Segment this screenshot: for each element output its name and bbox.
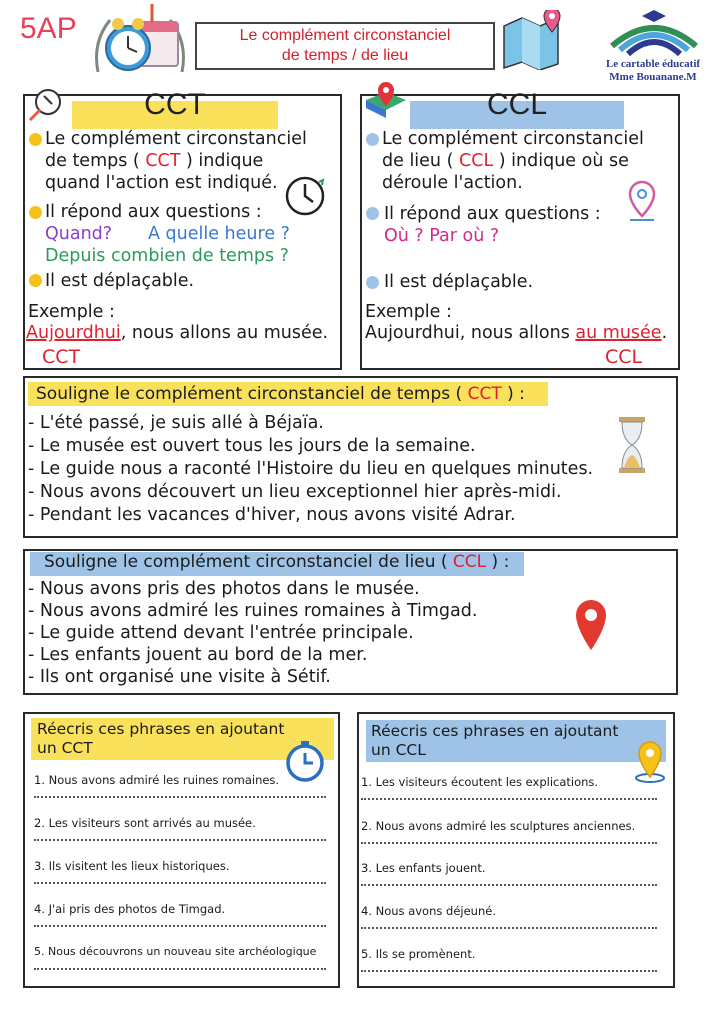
rewrite-cct-item: 3. Ils visitent les lieux historiques. bbox=[34, 859, 230, 873]
location-pin-icon bbox=[624, 178, 660, 224]
rewrite-cct-item: 4. J'ai pris des photos de Timgad. bbox=[34, 902, 226, 916]
ccl-example-tag: CCL bbox=[605, 346, 643, 368]
answer-line[interactable] bbox=[34, 839, 326, 841]
exercise-cct-sentence: - Le guide nous a raconté l'Histoire du lieu en quelques minutes. bbox=[28, 459, 594, 479]
cct-example-sentence: Aujourdhui, nous allons au musée. bbox=[26, 323, 329, 343]
map-pin-icon bbox=[364, 80, 408, 120]
answer-line[interactable] bbox=[361, 970, 657, 972]
cct-question-depuis: Depuis combien de temps ? bbox=[45, 246, 289, 266]
ccl-definition-line2: de lieu ( CCL ) indique où se bbox=[382, 151, 629, 171]
answer-line[interactable] bbox=[34, 968, 326, 970]
magnifier-tool-icon bbox=[26, 84, 66, 122]
rewrite-ccl-item: 3. Les enfants jouent. bbox=[361, 861, 486, 875]
answer-line[interactable] bbox=[361, 798, 657, 800]
answer-line[interactable] bbox=[361, 884, 657, 886]
cct-example-label: Exemple : bbox=[28, 302, 115, 322]
bullet-dot bbox=[29, 133, 42, 146]
rewrite-ccl-item: 1. Les visiteurs écoutent les explications. bbox=[361, 775, 599, 789]
exercise-cct-sentence: - L'été passé, je suis allé à Béjaïa. bbox=[28, 413, 324, 433]
exercise-ccl-title: Souligne le complément circonstanciel de lieu ( CCL ) : bbox=[44, 552, 510, 572]
answer-line[interactable] bbox=[34, 925, 326, 927]
cct-definition-line1: Le complément circonstanciel bbox=[45, 129, 307, 149]
brand-name: Le cartable éducatif bbox=[605, 58, 701, 70]
map-icon bbox=[500, 10, 564, 70]
exercise-cct-sentence: - Pendant les vacances d'hiver, nous avons visité Adrar. bbox=[28, 505, 516, 525]
bullet-dot bbox=[29, 206, 42, 219]
cct-questions-label: Il répond aux questions : bbox=[45, 202, 262, 222]
clock-icon bbox=[283, 174, 327, 218]
bullet-dot bbox=[366, 133, 379, 146]
exercise-ccl-sentence: - Le guide attend devant l'entrée principale. bbox=[28, 623, 414, 643]
rewrite-cct-item: 2. Les visiteurs sont arrivés au musée. bbox=[34, 816, 256, 830]
ccl-heading: CCL bbox=[486, 88, 547, 121]
answer-line[interactable] bbox=[34, 882, 326, 884]
rewrite-ccl-item: 2. Nous avons admiré les sculptures anciennes. bbox=[361, 819, 636, 833]
ccl-example-sentence: Aujourdhui, nous allons au musée. bbox=[365, 323, 668, 343]
exercise-cct-sentence: - Nous avons découvert un lieu exceptionnel hier après-midi. bbox=[28, 482, 562, 502]
bullet-dot bbox=[366, 207, 379, 220]
exercise-cct-title: Souligne le complément circonstanciel de temps ( CCT ) : bbox=[36, 384, 525, 404]
cct-heading: CCT bbox=[144, 88, 206, 121]
cct-example-tag: CCT bbox=[42, 346, 81, 368]
bullet-dot bbox=[366, 276, 379, 289]
exercise-ccl-sentence: - Les enfants jouent au bord de la mer. bbox=[28, 645, 368, 665]
ccl-definition-line3: déroule l'action. bbox=[382, 173, 523, 193]
clock-calendar-icon bbox=[90, 2, 190, 80]
hourglass-icon bbox=[617, 415, 647, 475]
ccl-movable-note: Il est déplaçable. bbox=[384, 272, 534, 292]
red-location-pin-icon bbox=[573, 598, 609, 652]
page-title: Le complément circonstanciel de temps / de lieu bbox=[239, 27, 451, 64]
rewrite-ccl-item: 4. Nous avons déjeuné. bbox=[361, 904, 496, 918]
rewrite-ccl-title: Réecris ces phrases en ajoutant un CCL bbox=[371, 722, 619, 759]
brand-logo-icon bbox=[606, 6, 702, 56]
rewrite-cct-item: 5. Nous découvrons un nouveau site archéologique bbox=[34, 945, 317, 958]
exercise-ccl-sentence: - Ils ont organisé une visite à Sétif. bbox=[28, 667, 331, 687]
answer-line[interactable] bbox=[361, 927, 657, 929]
stopwatch-icon bbox=[282, 738, 328, 784]
ccl-questions-label: Il répond aux questions : bbox=[384, 204, 601, 224]
answer-line[interactable] bbox=[361, 842, 657, 844]
exercise-cct-sentence: - Le musée est ouvert tous les jours de la semaine. bbox=[28, 436, 476, 456]
cct-movable-note: Il est déplaçable. bbox=[45, 271, 195, 291]
rewrite-cct-title: Réecris ces phrases en ajoutant un CCT bbox=[37, 720, 285, 757]
cct-definition-line3: quand l'action est indiqué. bbox=[45, 173, 278, 193]
bullet-dot bbox=[29, 274, 42, 287]
cct-definition-line2: de temps ( CCT ) indique bbox=[45, 151, 264, 171]
level-label: 5AP bbox=[20, 12, 77, 45]
answer-line[interactable] bbox=[34, 796, 326, 798]
rewrite-cct-item: 1. Nous avons admiré les ruines romaines. bbox=[34, 773, 280, 787]
brand-author: Mme Bouanane.M bbox=[609, 71, 697, 83]
ccl-example-label: Exemple : bbox=[365, 302, 452, 322]
yellow-location-pin-icon bbox=[630, 738, 670, 784]
cct-question-heure: A quelle heure ? bbox=[148, 224, 290, 244]
ccl-definition-line1: Le complément circonstanciel bbox=[382, 129, 644, 149]
exercise-ccl-sentence: - Nous avons pris des photos dans le musée. bbox=[28, 579, 420, 599]
cct-question-quand: Quand? bbox=[45, 224, 113, 244]
ccl-questions: Où ? Par où ? bbox=[384, 226, 500, 246]
exercise-ccl-sentence: - Nous avons admiré les ruines romaines à Timgad. bbox=[28, 601, 478, 621]
rewrite-ccl-item: 5. Ils se promènent. bbox=[361, 947, 476, 961]
